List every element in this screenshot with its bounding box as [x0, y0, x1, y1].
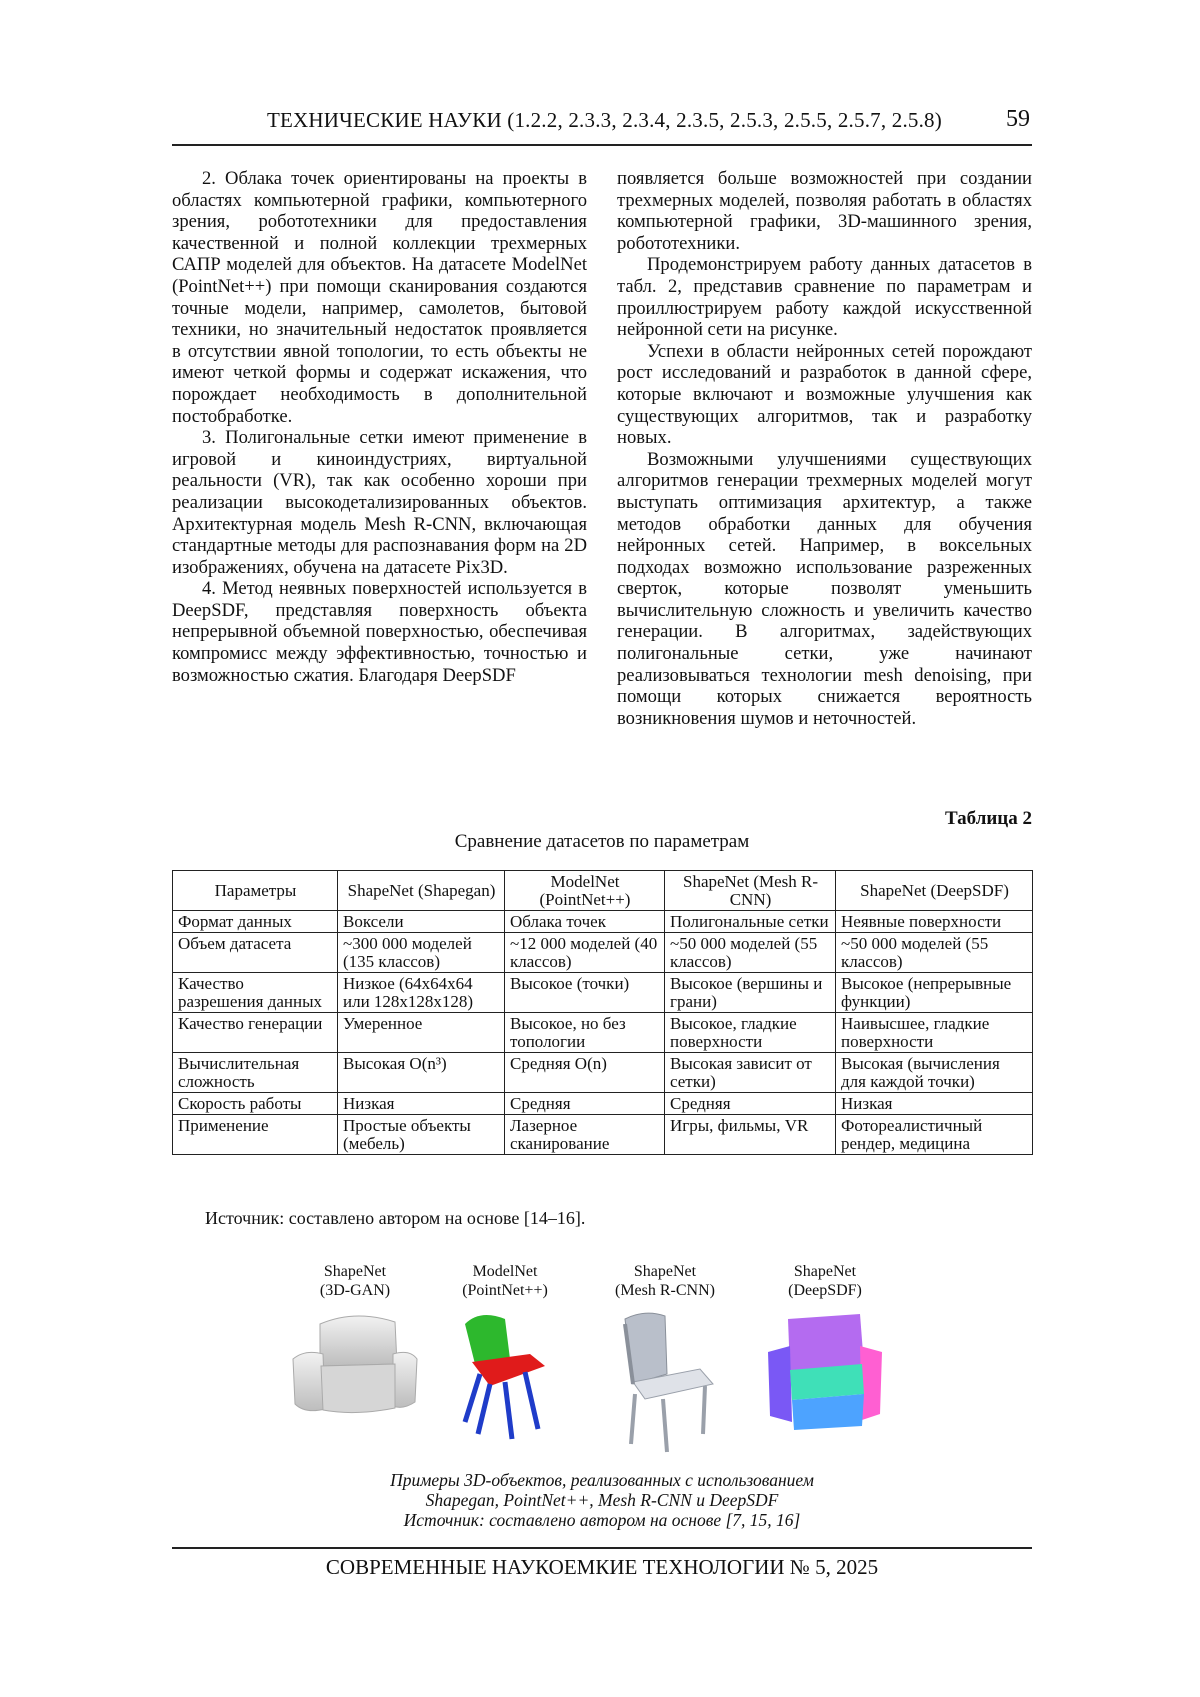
table-cell: ~50 000 моделей (55 классов)	[836, 933, 1033, 973]
page-footer: СОВРЕМЕННЫЕ НАУКОЕМКИЕ ТЕХНОЛОГИИ № 5, 2025	[172, 1547, 1032, 1580]
table-cell: Средняя	[665, 1093, 836, 1115]
table-cell: Игры, фильмы, VR	[665, 1115, 836, 1155]
table-header-row	[173, 871, 1033, 911]
table-cell: Высокое (непрерывные функции)	[836, 973, 1033, 1013]
table-cell: Низкое (64x64x64 или 128x128x128)	[338, 973, 505, 1013]
table-cell: ~12 000 моделей (40 классов)	[505, 933, 665, 973]
caption-source-line: Источник: составлено автором на основе [7, 15, 16]	[403, 1510, 801, 1530]
table-cell: Воксели	[338, 911, 505, 933]
table-cell: Высокое, гладкие поверхности	[665, 1013, 836, 1053]
page-number: 59	[1006, 106, 1030, 132]
figure-label-line: (Mesh R-CNN)	[615, 1282, 715, 1299]
table-cell: Качество разрешения данных	[173, 973, 338, 1013]
caption-line: Примеры 3D-объектов, реализованных с использованием	[390, 1470, 814, 1490]
table-cell: Фотореалистичный рендер, медицина	[836, 1115, 1033, 1155]
figure-label-line: ShapeNet	[633, 1263, 697, 1280]
figure-label	[280, 1262, 430, 1300]
figure-label-line: ShapeNet	[793, 1263, 857, 1280]
table-row	[173, 1013, 1033, 1053]
comparison-table	[172, 870, 1033, 1155]
table-cell: Наивысшее, гладкие поверхности	[836, 1013, 1033, 1053]
column-header: ModelNet (PointNet++)	[505, 871, 665, 911]
caption-line: Shapegan, PointNet++, Mesh R-CNN и DeepSDF	[425, 1490, 779, 1510]
paragraph: 4. Метод неявных поверхностей используется в DeepSDF, представляя поверхность объекта непрерывной объемной поверхностью, обеспечивая компромисс между эффективностью, точностью и возможностью сжатия. Благодаря DeepSDF	[172, 578, 587, 686]
table-cell: Неявные поверхности	[836, 911, 1033, 933]
table-row	[173, 911, 1033, 933]
figure-label	[430, 1262, 580, 1300]
column-header: ShapeNet (Mesh R-CNN)	[665, 871, 836, 911]
table-cell: Облака точек	[505, 911, 665, 933]
table-cell: Низкая	[836, 1093, 1033, 1115]
table-row	[173, 1115, 1033, 1155]
table-cell: Высокая O(n³)	[338, 1053, 505, 1093]
column-header: ShapeNet (Shapegan)	[338, 871, 505, 911]
table-title: Сравнение датасетов по параметрам	[454, 831, 750, 852]
table-label: Таблица 2	[944, 808, 1032, 829]
table-row	[173, 933, 1033, 973]
table-cell: Простые объекты (мебель)	[338, 1115, 505, 1155]
paragraph: Продемонстрируем работу данных датасетов в табл. 2, представив сравнение по параметрам и проиллюстрируем работу каждой искусственной нейронной сети на рисунке.	[617, 254, 1032, 341]
page-header	[172, 106, 1032, 146]
column-header: Параметры	[173, 871, 338, 911]
paragraph: Успехи в области нейронных сетей порождают рост исследований и разработок в данной сфере, которые включают и возможные улучшения как существующих алгоритмов, так и разработку новых.	[617, 340, 1032, 449]
figure-label	[750, 1262, 900, 1300]
table-cell: Формат данных	[173, 911, 338, 933]
table-cell: Высокая (вычисления для каждой точки)	[836, 1053, 1033, 1093]
table-row	[173, 1053, 1033, 1093]
table-cell: Применение	[173, 1115, 338, 1155]
table-cell: Умеренное	[338, 1013, 505, 1053]
table-cell: Качество генерации	[173, 1013, 338, 1053]
figure-item-voxel-armchair	[280, 1262, 430, 1434]
figure-3d-examples	[280, 1262, 920, 1462]
table-cell: Высокое, но без топологии	[505, 1013, 665, 1053]
paragraph: Возможными улучшениями существующих алгоритмов генерации трехмерных моделей могут выступать оптимизация архитектур, а также методов обработки данных для обучения нейронных сетей. Например, в воксельных подходах возможно использование разреженных сверток, которые позволят уменьшить вычислительную сложность и увеличить качество генерации. В алгоритмах, задействующих полигональные сетки, уже начинают реализовываться технологии mesh denoising, при помощи которых снижается вероятность возникновения шумов и неточностей.	[617, 448, 1032, 729]
figure-caption	[172, 1470, 1032, 1530]
paragraph: 3. Полигональные сетки имеют применение в игровой и киноиндустриях, виртуальной реальности (VR), так как особенно хороши при реализации высокодетализированных объектов. Архитектурная модель Mesh R-CNN, включающая стандартные методы для распознавания форм на 2D изображениях, обучена на датасете Pix3D.	[172, 427, 587, 578]
table-source-note: Источник: составлено автором на основе [14–16].	[205, 1208, 586, 1228]
figure-label-line: (3D-GAN)	[319, 1282, 391, 1299]
figure-label-line: ShapeNet	[323, 1263, 387, 1280]
table-cell: Высокое (вершины и грани)	[665, 973, 836, 1013]
table-cell: Лазерное сканирование	[505, 1115, 665, 1155]
table-cell: Высокая зависит от сетки)	[665, 1053, 836, 1093]
paragraph: 2. Облака точек ориентированы на проекты в областях компьютерной графики, компьютерного зрения, робототехники для предоставления качественной и полной коллекции трехмерных САПР моделей для объектов. На датасете ModelNet (PointNet++) при помощи сканирования создаются точные модели, например, самолетов, бытовой техники, но значительный недостаток проявляется в отсутствии явной топологии, то есть объекты не имеют четкой формы и содержат искажения, что порождает необходимость в дополнительной постобработке.	[172, 168, 587, 427]
table-cell: Скорость работы	[173, 1093, 338, 1115]
table-cell: ~300 000 моделей (135 классов)	[338, 933, 505, 973]
figure-item-mesh-chair	[590, 1262, 740, 1454]
table-row	[173, 1093, 1033, 1115]
table-cell: Средняя	[505, 1093, 665, 1115]
table-cell: Низкая	[338, 1093, 505, 1115]
mesh-chair-image	[605, 1304, 725, 1454]
figure-label-line: (DeepSDF)	[788, 1282, 862, 1299]
journal-section-title: ТЕХНИЧЕСКИЕ НАУКИ (1.2.2, 2.3.3, 2.3.4, 2.3.5, 2.5.3, 2.5.5, 2.5.7, 2.5.8)	[267, 108, 942, 132]
paragraph: появляется больше возможностей при создании трехмерных моделей, позволяя работать в областях компьютерной графики, 3D-машинного зрения, робототехники.	[617, 168, 1032, 254]
table-cell: Полигональные сетки	[665, 911, 836, 933]
left-column	[172, 168, 587, 686]
figure-item-implicit-armchair	[750, 1262, 900, 1444]
point-cloud-chair-image	[450, 1304, 560, 1444]
table-cell: Высокое (точки)	[505, 973, 665, 1013]
voxel-armchair-image	[285, 1304, 425, 1434]
figure-label-line: (PointNet++)	[462, 1282, 548, 1299]
table-row	[173, 973, 1033, 1013]
figure-label-line: ModelNet	[472, 1263, 538, 1280]
figure-label	[590, 1262, 740, 1300]
table-cell: ~50 000 моделей (55 классов)	[665, 933, 836, 973]
table-cell: Объем датасета	[173, 933, 338, 973]
right-column	[617, 168, 1032, 729]
table-cell: Вычислительная сложность	[173, 1053, 338, 1093]
figure-item-point-cloud-chair	[430, 1262, 580, 1444]
column-header: ShapeNet (DeepSDF)	[836, 871, 1033, 911]
table-cell: Средняя O(n)	[505, 1053, 665, 1093]
implicit-armchair-image	[760, 1304, 890, 1444]
